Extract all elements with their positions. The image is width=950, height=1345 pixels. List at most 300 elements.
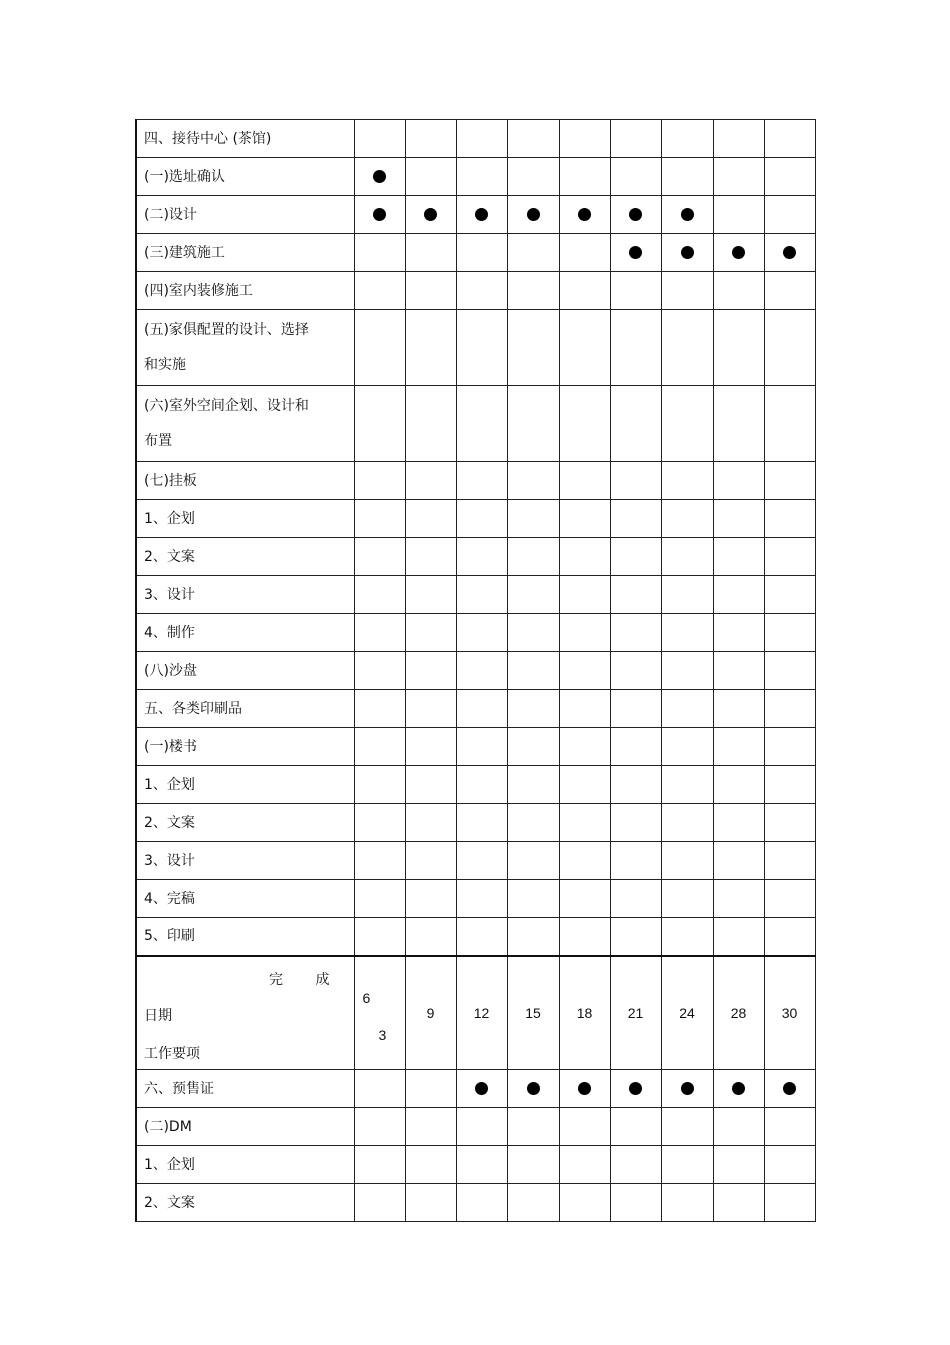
- schedule-cell: [764, 576, 815, 614]
- task-label-line: 四、接待中心 (茶馆): [144, 130, 272, 147]
- table-row: [136, 1108, 815, 1146]
- schedule-cell: [610, 1070, 661, 1108]
- schedule-cell: [405, 538, 456, 576]
- schedule-cell: [764, 462, 815, 500]
- schedule-cell: [713, 500, 764, 538]
- task-label: [136, 310, 354, 386]
- date-label: 9: [426, 1004, 435, 1021]
- schedule-cell: [713, 538, 764, 576]
- date-label: 21: [627, 1004, 644, 1021]
- task-label: [136, 614, 354, 652]
- schedule-cell: [713, 1070, 764, 1108]
- schedule-cell: [507, 842, 559, 880]
- task-label-line: 1、企划: [144, 776, 195, 793]
- filled-circle-icon: [681, 1082, 694, 1095]
- schedule-cell: [507, 728, 559, 766]
- schedule-cell: [764, 196, 815, 234]
- schedule-cell: [354, 1070, 405, 1108]
- schedule-cell: [507, 158, 559, 196]
- task-label: [136, 272, 354, 310]
- task-label-line: (二)设计: [144, 206, 197, 223]
- task-label-line: (一)选址确认: [144, 168, 225, 185]
- task-label-line: (六)室外空间企划、设计和: [144, 397, 309, 414]
- schedule-cell: [661, 728, 713, 766]
- date-header-cell: [354, 956, 405, 1070]
- schedule-cell: [661, 386, 713, 462]
- table-row: [136, 690, 815, 728]
- schedule-cell: [507, 272, 559, 310]
- schedule-cell: [764, 1146, 815, 1184]
- task-label: [136, 1146, 354, 1184]
- schedule-cell: [456, 386, 507, 462]
- filled-circle-icon: [373, 170, 386, 183]
- schedule-cell: [559, 234, 610, 272]
- schedule-cell: [354, 842, 405, 880]
- schedule-cell: [559, 880, 610, 918]
- date-label: 3: [378, 1026, 387, 1043]
- schedule-cell: [610, 538, 661, 576]
- task-label-line: 3、设计: [144, 852, 195, 869]
- schedule-cell: [354, 310, 405, 386]
- schedule-cell: [559, 842, 610, 880]
- date-header-cell: [507, 956, 559, 1070]
- filled-circle-icon: [527, 208, 540, 221]
- filled-circle-icon: [629, 1082, 642, 1095]
- task-label-line: 4、制作: [144, 624, 195, 641]
- schedule-cell: [559, 310, 610, 386]
- schedule-cell: [713, 272, 764, 310]
- schedule-cell: [456, 918, 507, 956]
- schedule-cell: [456, 766, 507, 804]
- corner-header-text: 工作要项: [144, 1045, 200, 1062]
- schedule-cell: [354, 158, 405, 196]
- schedule-cell: [764, 1108, 815, 1146]
- table-row: [136, 1146, 815, 1184]
- schedule-cell: [354, 766, 405, 804]
- task-label-line: (一)楼书: [144, 738, 197, 755]
- filled-circle-icon: [681, 208, 694, 221]
- task-label: [136, 842, 354, 880]
- table-row: [136, 1184, 815, 1222]
- schedule-cell: [764, 1070, 815, 1108]
- table-row: [136, 234, 815, 272]
- schedule-cell: [354, 804, 405, 842]
- table-row: [136, 500, 815, 538]
- schedule-cell: [405, 804, 456, 842]
- schedule-cell: [610, 614, 661, 652]
- date-header-cell: [610, 956, 661, 1070]
- schedule-cell: [507, 918, 559, 956]
- schedule-cell: [610, 386, 661, 462]
- schedule-cell: [559, 1108, 610, 1146]
- schedule-cell: [354, 614, 405, 652]
- schedule-cell: [610, 272, 661, 310]
- schedule-cell: [764, 804, 815, 842]
- schedule-cell: [559, 462, 610, 500]
- schedule-cell: [405, 462, 456, 500]
- schedule-cell: [405, 310, 456, 386]
- task-label: [136, 918, 354, 956]
- schedule-cell: [507, 234, 559, 272]
- schedule-cell: [661, 614, 713, 652]
- task-label-line: 六、预售证: [144, 1080, 214, 1097]
- schedule-cell: [405, 272, 456, 310]
- schedule-cell: [559, 120, 610, 158]
- task-label: [136, 576, 354, 614]
- corner-header-text: 日期: [144, 1007, 172, 1024]
- schedule-cell: [559, 272, 610, 310]
- schedule-cell: [405, 690, 456, 728]
- schedule-cell: [661, 880, 713, 918]
- schedule-cell: [713, 386, 764, 462]
- schedule-cell: [764, 310, 815, 386]
- schedule-cell: [713, 462, 764, 500]
- schedule-cell: [764, 158, 815, 196]
- schedule-cell: [610, 1184, 661, 1222]
- schedule-cell: [713, 652, 764, 690]
- schedule-cell: [559, 386, 610, 462]
- schedule-cell: [405, 1146, 456, 1184]
- task-label: [136, 1070, 354, 1108]
- table-row: [136, 158, 815, 196]
- schedule-cell: [354, 1184, 405, 1222]
- date-label: 12: [473, 1004, 490, 1021]
- schedule-cell: [507, 386, 559, 462]
- schedule-cell: [456, 462, 507, 500]
- schedule-cell: [405, 234, 456, 272]
- schedule-cell: [507, 1108, 559, 1146]
- schedule-cell: [559, 500, 610, 538]
- schedule-table: [135, 119, 816, 1222]
- corner-header-text: 完 成: [269, 971, 344, 988]
- schedule-cell: [559, 690, 610, 728]
- schedule-cell: [764, 1184, 815, 1222]
- table-row: [136, 462, 815, 500]
- task-label-line: 和实施: [144, 356, 186, 373]
- filled-circle-icon: [527, 1082, 540, 1095]
- schedule-cell: [661, 1146, 713, 1184]
- schedule-cell: [610, 310, 661, 386]
- schedule-cell: [713, 1108, 764, 1146]
- schedule-cell: [559, 1070, 610, 1108]
- schedule-cell: [764, 728, 815, 766]
- task-label: [136, 386, 354, 462]
- schedule-cell: [507, 462, 559, 500]
- task-label: [136, 804, 354, 842]
- schedule-cell: [507, 1070, 559, 1108]
- schedule-cell: [610, 804, 661, 842]
- schedule-cell: [610, 462, 661, 500]
- task-label: [136, 196, 354, 234]
- schedule-cell: [354, 462, 405, 500]
- schedule-cell: [713, 310, 764, 386]
- schedule-cell: [661, 196, 713, 234]
- task-label: [136, 120, 354, 158]
- schedule-cell: [713, 576, 764, 614]
- schedule-cell: [354, 880, 405, 918]
- schedule-cell: [354, 728, 405, 766]
- schedule-cell: [610, 234, 661, 272]
- task-label: [136, 1108, 354, 1146]
- schedule-cell: [661, 1108, 713, 1146]
- schedule-cell: [713, 1184, 764, 1222]
- schedule-cell: [354, 196, 405, 234]
- schedule-cell: [507, 1184, 559, 1222]
- task-label-line: (二)DM: [144, 1118, 192, 1135]
- schedule-cell: [661, 234, 713, 272]
- schedule-cell: [764, 918, 815, 956]
- schedule-cell: [610, 576, 661, 614]
- date-label: 30: [781, 1004, 798, 1021]
- schedule-cell: [764, 538, 815, 576]
- table-row: [136, 386, 815, 462]
- schedule-cell: [507, 614, 559, 652]
- schedule-cell: [713, 842, 764, 880]
- task-label: [136, 538, 354, 576]
- schedule-cell: [507, 690, 559, 728]
- schedule-cell: [507, 538, 559, 576]
- schedule-cell: [405, 1070, 456, 1108]
- schedule-cell: [354, 1146, 405, 1184]
- schedule-cell: [559, 538, 610, 576]
- schedule-cell: [559, 1146, 610, 1184]
- schedule-cell: [559, 804, 610, 842]
- schedule-cell: [456, 690, 507, 728]
- task-label: [136, 1184, 354, 1222]
- date-header-row: [136, 956, 815, 1070]
- task-label-line: 5、印刷: [144, 928, 195, 945]
- schedule-cell: [354, 120, 405, 158]
- schedule-cell: [764, 120, 815, 158]
- date-header-cell: [661, 956, 713, 1070]
- task-label-line: (三)建筑施工: [144, 244, 225, 261]
- schedule-cell: [507, 804, 559, 842]
- schedule-cell: [507, 880, 559, 918]
- filled-circle-icon: [732, 246, 745, 259]
- task-label: [136, 462, 354, 500]
- date-label: 6: [362, 989, 371, 1006]
- schedule-cell: [456, 196, 507, 234]
- schedule-cell: [405, 158, 456, 196]
- schedule-cell: [456, 804, 507, 842]
- table-row: [136, 576, 815, 614]
- schedule-cell: [559, 918, 610, 956]
- schedule-cell: [354, 538, 405, 576]
- date-label: 15: [525, 1004, 541, 1021]
- schedule-cell: [456, 728, 507, 766]
- schedule-cell: [405, 1108, 456, 1146]
- schedule-cell: [713, 196, 764, 234]
- table-row: [136, 880, 815, 918]
- schedule-cell: [405, 386, 456, 462]
- schedule-cell: [456, 158, 507, 196]
- schedule-cell: [405, 1184, 456, 1222]
- schedule-cell: [456, 500, 507, 538]
- table-row: [136, 120, 815, 158]
- schedule-cell: [764, 500, 815, 538]
- filled-circle-icon: [783, 1082, 796, 1095]
- schedule-cell: [764, 234, 815, 272]
- schedule-cell: [354, 576, 405, 614]
- schedule-cell: [456, 1184, 507, 1222]
- schedule-cell: [610, 766, 661, 804]
- task-label: [136, 766, 354, 804]
- schedule-cell: [405, 728, 456, 766]
- filled-circle-icon: [475, 208, 488, 221]
- schedule-cell: [456, 576, 507, 614]
- schedule-cell: [559, 766, 610, 804]
- task-label: [136, 652, 354, 690]
- schedule-cell: [405, 918, 456, 956]
- schedule-cell: [661, 766, 713, 804]
- schedule-cell: [456, 1070, 507, 1108]
- schedule-cell: [713, 158, 764, 196]
- schedule-cell: [559, 614, 610, 652]
- schedule-cell: [610, 880, 661, 918]
- task-label: [136, 500, 354, 538]
- task-label-line: 2、文案: [144, 1194, 195, 1211]
- schedule-cell: [456, 652, 507, 690]
- task-label: [136, 158, 354, 196]
- schedule-cell: [354, 386, 405, 462]
- date-header-cell: [713, 956, 764, 1070]
- table-row: [136, 196, 815, 234]
- task-label-line: 2、文案: [144, 548, 195, 565]
- date-label: 18: [576, 1004, 593, 1021]
- schedule-cell: [661, 310, 713, 386]
- schedule-cell: [713, 234, 764, 272]
- task-label-line: 1、企划: [144, 1156, 195, 1173]
- schedule-cell: [507, 1146, 559, 1184]
- schedule-cell: [507, 310, 559, 386]
- schedule-cell: [405, 652, 456, 690]
- schedule-cell: [661, 500, 713, 538]
- schedule-cell: [456, 1108, 507, 1146]
- table-row: [136, 918, 815, 956]
- task-label-line: (八)沙盘: [144, 662, 197, 679]
- schedule-cell: [661, 652, 713, 690]
- date-header-cell: [559, 956, 610, 1070]
- schedule-cell: [764, 690, 815, 728]
- schedule-cell: [661, 272, 713, 310]
- schedule-cell: [610, 690, 661, 728]
- schedule-cell: [610, 918, 661, 956]
- filled-circle-icon: [629, 208, 642, 221]
- schedule-cell: [354, 234, 405, 272]
- task-label-line: (五)家俱配置的设计、选择: [144, 321, 309, 338]
- table-row: [136, 652, 815, 690]
- filled-circle-icon: [475, 1082, 488, 1095]
- schedule-cell: [610, 196, 661, 234]
- filled-circle-icon: [424, 208, 437, 221]
- date-header-cell: [456, 956, 507, 1070]
- task-label-line: 布置: [144, 432, 172, 449]
- schedule-cell: [764, 842, 815, 880]
- schedule-cell: [507, 766, 559, 804]
- schedule-cell: [713, 918, 764, 956]
- schedule-cell: [764, 652, 815, 690]
- filled-circle-icon: [578, 1082, 591, 1095]
- schedule-cell: [661, 576, 713, 614]
- schedule-cell: [661, 690, 713, 728]
- schedule-cell: [354, 918, 405, 956]
- task-label-line: (七)挂板: [144, 472, 197, 489]
- schedule-cell: [764, 614, 815, 652]
- schedule-cell: [661, 804, 713, 842]
- schedule-cell: [456, 1146, 507, 1184]
- filled-circle-icon: [681, 246, 694, 259]
- schedule-cell: [661, 1184, 713, 1222]
- date-label: 28: [730, 1004, 747, 1021]
- schedule-cell: [764, 880, 815, 918]
- schedule-cell: [456, 880, 507, 918]
- date-label: 24: [679, 1004, 695, 1021]
- schedule-cell: [507, 120, 559, 158]
- schedule-cell: [610, 1146, 661, 1184]
- schedule-cell: [713, 804, 764, 842]
- schedule-cell: [661, 1070, 713, 1108]
- task-label-line: (四)室内装修施工: [144, 282, 253, 299]
- schedule-cell: [507, 196, 559, 234]
- schedule-cell: [559, 652, 610, 690]
- filled-circle-icon: [629, 246, 642, 259]
- schedule-cell: [354, 652, 405, 690]
- schedule-cell: [764, 766, 815, 804]
- task-label-line: 2、文案: [144, 814, 195, 831]
- schedule-cell: [456, 272, 507, 310]
- schedule-cell: [354, 272, 405, 310]
- table-row: [136, 614, 815, 652]
- filled-circle-icon: [732, 1082, 745, 1095]
- schedule-cell: [456, 614, 507, 652]
- table-row: [136, 766, 815, 804]
- schedule-cell: [764, 272, 815, 310]
- schedule-cell: [610, 728, 661, 766]
- task-label-line: 4、完稿: [144, 890, 195, 907]
- schedule-cell: [661, 538, 713, 576]
- schedule-cell: [405, 614, 456, 652]
- table-row: [136, 310, 815, 386]
- task-label: [136, 690, 354, 728]
- corner-header: [136, 956, 354, 1070]
- filled-circle-icon: [578, 208, 591, 221]
- schedule-cell: [456, 538, 507, 576]
- table-row: [136, 842, 815, 880]
- schedule-cell: [661, 462, 713, 500]
- schedule-cell: [713, 614, 764, 652]
- schedule-cell: [559, 576, 610, 614]
- table-row: [136, 728, 815, 766]
- schedule-cell: [661, 158, 713, 196]
- schedule-cell: [713, 728, 764, 766]
- schedule-cell: [610, 842, 661, 880]
- schedule-cell: [507, 652, 559, 690]
- schedule-cell: [405, 196, 456, 234]
- schedule-cell: [405, 880, 456, 918]
- task-label-line: 3、设计: [144, 586, 195, 603]
- schedule-cell: [661, 918, 713, 956]
- schedule-cell: [559, 158, 610, 196]
- schedule-cell: [610, 1108, 661, 1146]
- schedule-cell: [507, 576, 559, 614]
- schedule-cell: [354, 500, 405, 538]
- schedule-cell: [559, 728, 610, 766]
- schedule-cell: [610, 158, 661, 196]
- schedule-cell: [559, 1184, 610, 1222]
- filled-circle-icon: [373, 208, 386, 221]
- schedule-cell: [661, 842, 713, 880]
- schedule-cell: [456, 842, 507, 880]
